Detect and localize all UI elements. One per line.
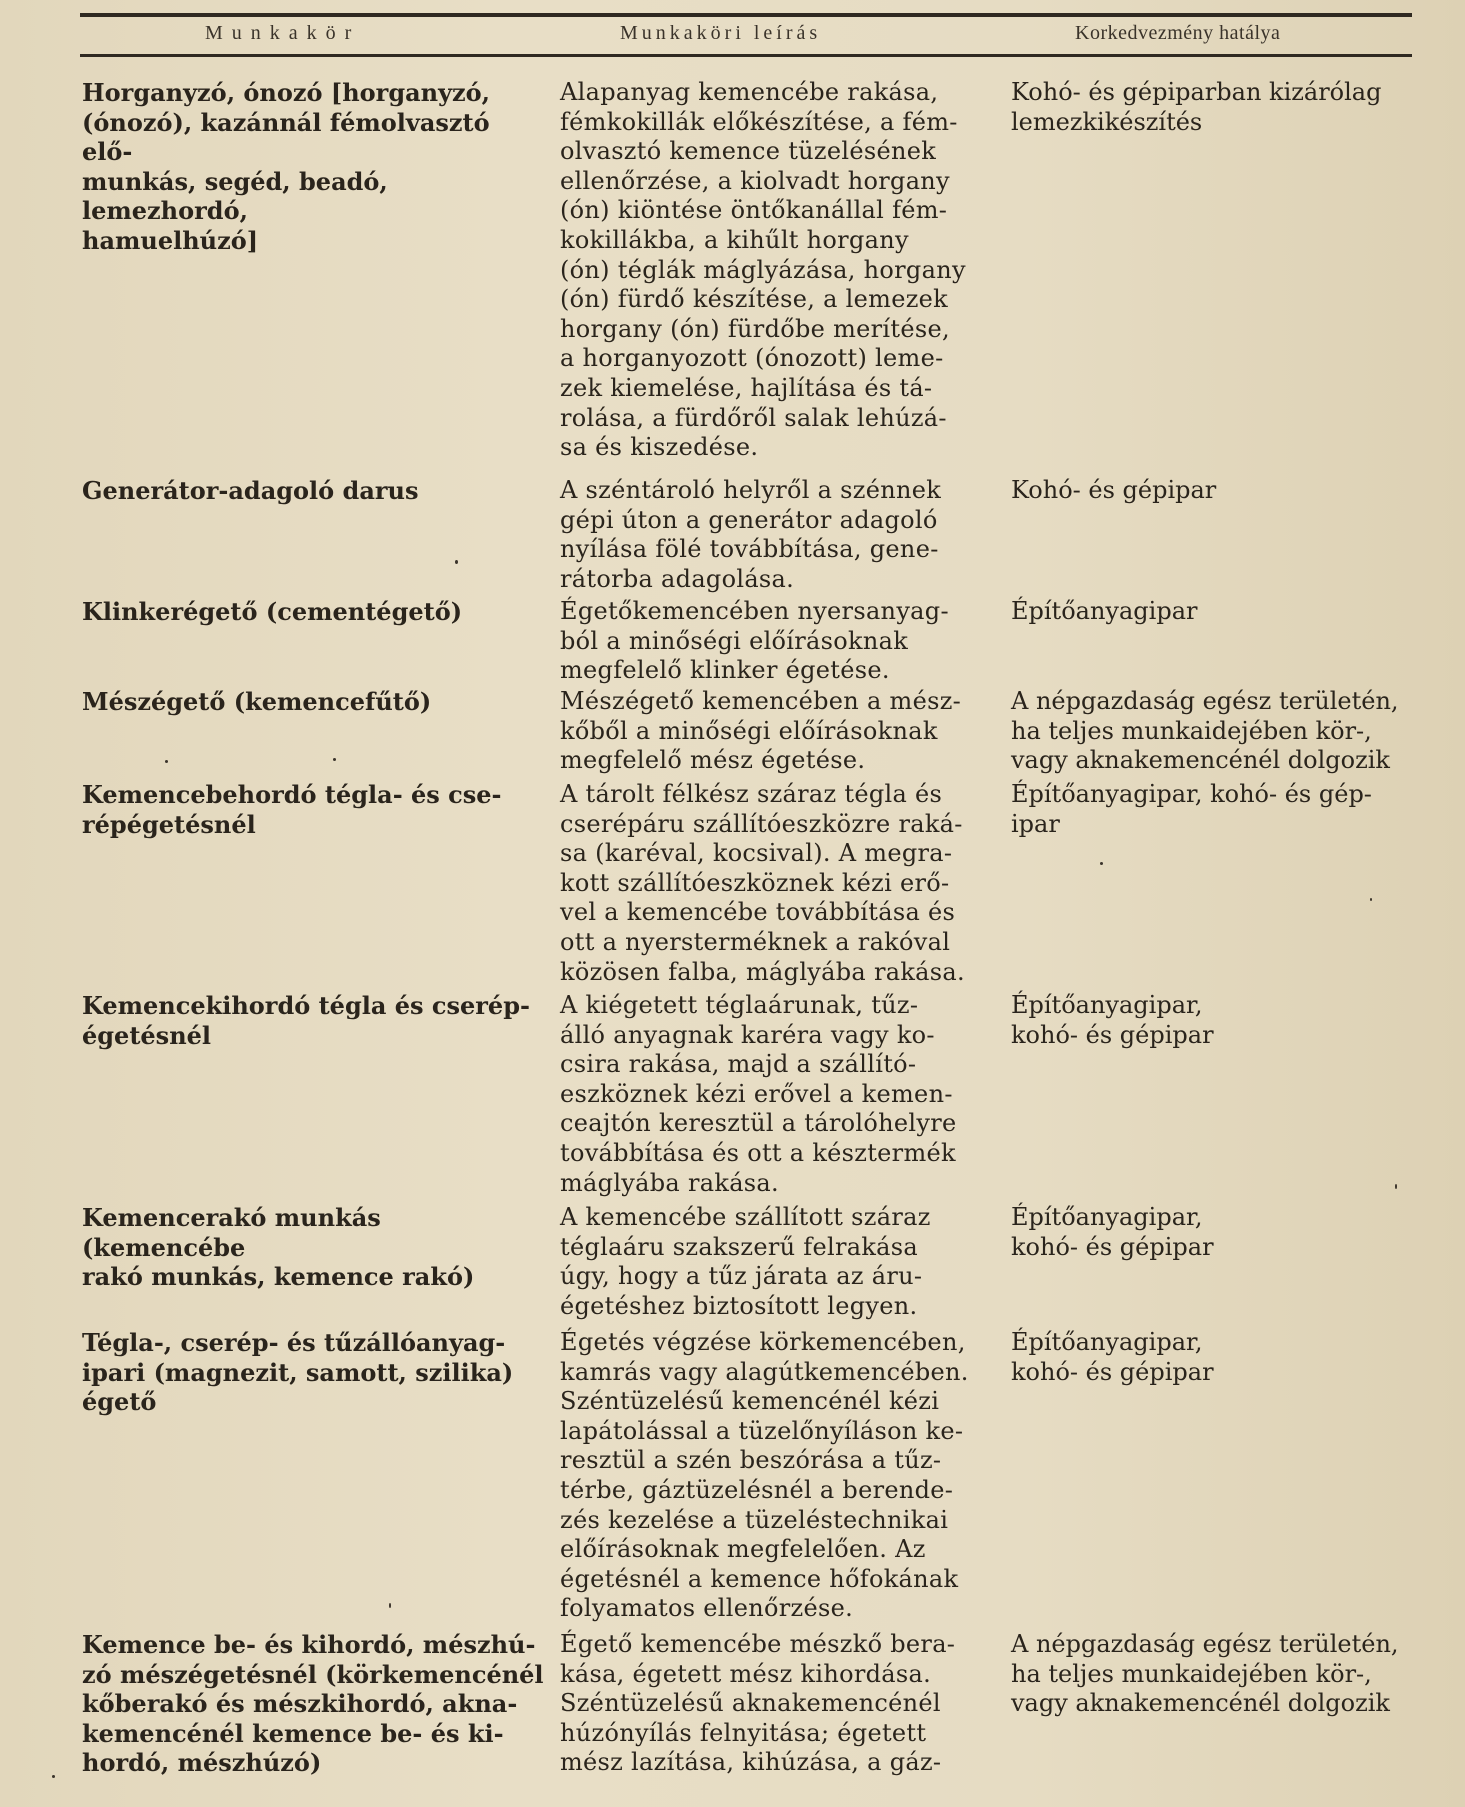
job-scope: Építőanyagipar, kohó- és gép- ipar <box>1011 780 1372 838</box>
table-row <box>0 1328 1465 1630</box>
scan-speck <box>333 758 336 761</box>
header-top-rule <box>80 13 1412 17</box>
table-row <box>0 780 1465 991</box>
job-description: Alapanyag kemencébe rakása, fémkokillák előkészítése, a fém- olvasztó kemence tüzelésének ellenőrzése, a kiolvadt horgany (ón) kiöntése öntőkanállal fém- kokillákba, a kihűlt horgany (ón) téglák máglyázása, horgany (ón) fürdő készítése, a lemezek horgany (ón) fürdőbe merítése, a horganyozott (ónozott) leme- zek kiemelése, hajlítása és tá- rolása, a fürdőről salak lehúzá- sa és kiszedése. <box>560 78 966 462</box>
job-description: Égető kemencébe mészkő bera- kása, égetett mész kihordása. Széntüzelésű aknakemencénél húzónyílás felnyitása; égetett mész lazítása, kihúzása, a gáz- <box>560 1630 956 1777</box>
table-row <box>0 1203 1465 1328</box>
job-title: Kemencekihordó tégla és cserép- égetésnél <box>82 991 530 1050</box>
header-bottom-rule <box>80 54 1412 57</box>
job-description: Égetés végzése körkemencében, kamrás vagy alagútkemencében. Széntüzelésű kemencénél kézi lapátolással a tüzelőnyíláson ke- resztül a szén beszórása a tűz- térbe, gáztüzelésnél a berende- zés kezelése a tüzeléstechnikai előírásoknak megfelelően. Az égetésnél a kemence hőfokának folyamatos ellenőrzése. <box>560 1328 969 1623</box>
job-description: Mészégető kemencében a mész- kőből a minőségi előírásoknak megfelelő mész égetése. <box>560 687 962 775</box>
job-description: Égetőkemencében nyersanyag- ból a minőségi előírásoknak megfelelő klinker égetése. <box>560 597 949 685</box>
scan-speck <box>165 760 168 763</box>
table-row <box>0 991 1465 1203</box>
job-title: Kemencerakó munkás (kemencébe rakó munkás, kemence rakó) <box>82 1203 475 1292</box>
table-body <box>0 78 1465 1780</box>
scan-speck <box>455 560 458 564</box>
scan-speck <box>1370 898 1372 901</box>
job-title: Horganyzó, ónozó [horganyzó, (ónozó), kazánnál fémolvasztó elő- munkás, segéd, beadó, lemezhordó, hamuelhúzó] <box>82 78 491 255</box>
job-title: Klinkerégető (cementégető) <box>82 597 463 626</box>
job-scope: Kohó- és gépipar <box>1011 476 1217 504</box>
table-row <box>0 78 1465 476</box>
job-scope: Kohó- és gépiparban kizárólag lemezkikészítés <box>1011 78 1382 136</box>
scan-speck <box>1100 862 1103 865</box>
job-description: A kiégetett téglaárunak, tűz- álló anyagnak karéra vagy ko- csira rakása, majd a szállító- eszköznek kézi erővel a kemen- ceajtón keresztül a tárolóhelyre továbbítása és ott a késztermék máglyába rakása. <box>560 991 957 1197</box>
table-header <box>80 22 1412 52</box>
header-korkedvezmeny-hatalya: Korkedvezmény hatálya <box>1075 22 1281 44</box>
job-description: A kemencébe szállított száraz téglaáru szakszerű felrakása úgy, hogy a tűz járata az áru- égetéshez biztosított legyen. <box>560 1203 931 1320</box>
table-row <box>0 687 1465 780</box>
job-title: Kemencebehordó tégla- és cse- répégetésnél <box>82 780 502 839</box>
table-row <box>0 1630 1465 1780</box>
header-munkakori-leiras: Munkaköri leírás <box>620 22 822 44</box>
job-scope: Építőanyagipar, kohó- és gépipar <box>1011 1328 1214 1386</box>
scan-speck <box>1395 1184 1397 1189</box>
table-row <box>0 476 1465 597</box>
job-description: A széntároló helyről a szénnek gépi úton a generátor adagoló nyílása fölé továbbítása, gene- rátorba adagolása. <box>560 476 942 593</box>
job-scope: Építőanyagipar, kohó- és gépipar <box>1011 991 1214 1049</box>
job-description: A tárolt félkész száraz tégla és cserépáru szállítóeszközre raká- sa (karéval, kocsival). A megra- kott szállítóeszköznek kézi erő- vel a kemencébe továbbítása és ott a nyersterméknek a rakóval közösen falba, máglyába rakása. <box>560 780 965 986</box>
header-munkakor: Munkakör <box>205 22 361 44</box>
job-scope: Építőanyagipar <box>1011 597 1198 625</box>
job-scope: Építőanyagipar, kohó- és gépipar <box>1011 1203 1214 1261</box>
job-title: Generátor-adagoló darus <box>82 476 419 505</box>
table-row <box>0 597 1465 687</box>
job-title: Tégla-, cserép- és tűzállóanyag- ipari (magnezit, samott, szilika) égető <box>82 1328 514 1417</box>
job-scope: A népgazdaság egész területén, ha teljes munkaidejében kör-, vagy aknakemencénél dolgozik <box>1011 1630 1399 1718</box>
job-title: Kemence be- és kihordó, mészhú- zó mészégetésnél (körkemencénél kőberakó és mészkihordó, akna- kemencénél kemence be- és ki- hordó, mészhúzó) <box>82 1630 544 1778</box>
scan-speck <box>52 1775 55 1778</box>
scan-speck <box>389 1603 391 1608</box>
job-title: Mészégető (kemencefűtő) <box>82 687 432 716</box>
job-scope: A népgazdaság egész területén, ha teljes munkaidejében kör-, vagy aknakemencénél dolgozik <box>1011 687 1399 775</box>
